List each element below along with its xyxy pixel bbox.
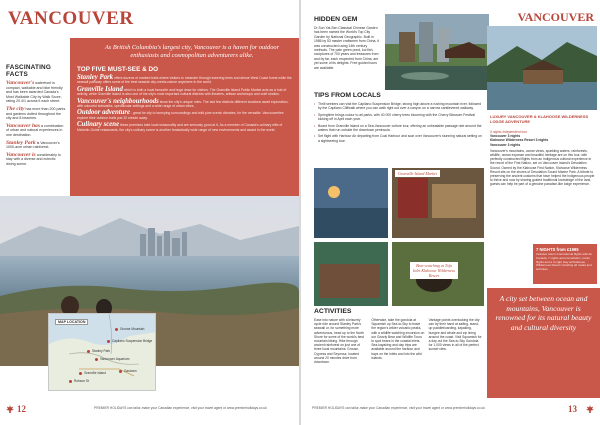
intro-text: As British Columbia's largest city, Vancouver is a haven for outdoor enthusiasts and cosmopolitan adventurers alike. bbox=[104, 44, 280, 59]
activities-columns bbox=[314, 318, 482, 364]
resort-illustration bbox=[487, 26, 597, 110]
resort-details: 9 nights independent tour Vancouver 3 nights Klahoose Wilderness Resort 3 nights Vancouver 3 nights Vancouver's mountains, ocean views, sparkling waters, rainforests, wildlife, ocean expanse and beautiful heritage are on this tour, with perfectly constructed flights from an Indigenous cultural experience in the resort of the First Nation, set on Vancouver Island's Desolation Sound. Owned by the Klahoose First Nation, Klahoose Wilderness Resort sits on the shores of Desolation Sound Marine Park. A tribute to preserving the ancient customs that have helped the Indigenous people to thrive and now by sharing guided traditional knowledge of the land, guests can help be part of a genuine paradise-like lodge experience. bbox=[490, 130, 595, 187]
must-see-item: Culinary scene these premises take local seasonality and are seriously good at it. As a member of Canada's culinary elite of Michelin-Guide restaurants, the city's culinary scene is another fantastically wide range of new environments and award in the world. bbox=[77, 121, 283, 132]
price-heading: 7 NIGHTS from £1995 bbox=[536, 247, 579, 252]
tips-from-locals bbox=[314, 92, 484, 145]
gem-heading: HIDDEN GEM bbox=[314, 16, 358, 23]
collage-illustration bbox=[314, 168, 484, 306]
map-marker bbox=[79, 372, 82, 375]
page-title: VANCOUVER bbox=[8, 8, 134, 29]
facts-heading: FASCINATING FACTS bbox=[6, 64, 52, 78]
gem-text: Dr Sun Yat-Sen Classical Chinese Garden has been named the World's Top City Garden by National Geographic. Built in 1986 by 53 master craftsmen from China, it was constructed using 14th century methods. The pale green pond, koi fish, sculptures of 700 years and treasures from and by far, each respected from China, are yet some of its delights. Free guided tours are available. bbox=[314, 26, 380, 70]
footer-text: PREMIER HOLIDAYS can tailor-make your Canadian experience, visit your travel agent or www.premierholidays.co.uk bbox=[94, 406, 267, 410]
fact-item: Vancouver has a combination of urban and natural experiences in one destination. bbox=[6, 122, 64, 137]
map-place: Robson St bbox=[74, 379, 89, 383]
left-page bbox=[0, 0, 299, 425]
page-number: 12 bbox=[17, 404, 26, 414]
activities-heading: ACTIVITIES bbox=[314, 308, 352, 315]
fact-item: Vancouver is considerably to stay with a diverse and eclectic dining scene. bbox=[6, 151, 61, 166]
map-place: Grouse Mountain bbox=[120, 327, 145, 331]
tip-item: • Thrill seekers can visit the Capilano Suspension Bridge, strong high above a rushing mountain river, followed by the Capilano Cliffwalk where you can walk right out over a canyon on a narrow cantilevered walkway. bbox=[314, 102, 484, 111]
map-place: Gastown bbox=[124, 369, 137, 373]
map-marker bbox=[115, 328, 118, 331]
map-marker bbox=[87, 350, 90, 353]
map-place: Granville Island bbox=[84, 371, 106, 375]
maple-leaf-icon bbox=[6, 405, 14, 413]
corner-title: VANCOUVER bbox=[517, 10, 594, 24]
bear-caption: Bear-watching at Tofu Inlet Klahoose Wilderness Resort bbox=[410, 262, 458, 279]
hidden-gem bbox=[314, 16, 382, 70]
resort-photo bbox=[487, 26, 597, 110]
fact-item: Stanley Park is Vancouver's 1000-acre urban rainforest. bbox=[6, 139, 60, 150]
price-text: Includes return international flights with Air Canada, 7 nights accommodation, return flights and a 3 night stay at Klahoose Wilderness Resort including all meals and activities. bbox=[536, 252, 593, 272]
fact-item: Vancouver's waterfront is compact, walkable and bike friendly and has been awarded Canada's Most Walkable City by Walk Score, rating 20.4/1 across it each street. bbox=[6, 80, 63, 104]
activities-column: Ease into nature with a leisurely cycle ride around Stanley Park's seawall or, for something more adventurous, head up to the North Shore for some of the world's best mountain biking. Hike through ancient rainforest on just one of three local mountains: Grouse, Cypress and Seymour, located around 20 minutes drive from downtown. bbox=[314, 318, 365, 365]
mid-photo-collage bbox=[314, 168, 452, 306]
fascinating-facts bbox=[6, 64, 66, 170]
must-see-item: Granville Island which is both a local favourite and huge draw for visitors. The Granville Island Public Market acts as a hub of activity, while Granville Island is also one of the city's most important cultural districts with theatres, artisan workshops and craft studios. bbox=[77, 85, 287, 97]
price-box bbox=[533, 244, 597, 284]
map-marker bbox=[95, 358, 98, 361]
map-marker bbox=[69, 380, 72, 383]
must-see-heading: TOP FIVE MUST-SEE & DO bbox=[77, 66, 159, 73]
tips-heading: TIPS FROM LOCALS bbox=[314, 92, 381, 99]
photo-tag: Granville Island Market bbox=[395, 170, 440, 177]
must-see-item: Stanley Park offers dozens of marked trails where visitors to meander through towering trees and dense West Coast forest while the seawall pathway offers some of the best seaside city-meets-nature anywhere in the world. bbox=[77, 74, 292, 85]
map-place: Vancouver Aquarium bbox=[100, 357, 130, 361]
must-see-item: Vancouver's neighbourhoods show the city's unique roles. The last few districts different locations await exploration, with colourful sidewalks, spectacular settings and a wide range of urban vibes. bbox=[77, 97, 289, 109]
location-map bbox=[48, 313, 156, 391]
resort-heading: LUXURY VANCOUVER & KLAHOOSE WILDERNESS LODGE ADVENTURE bbox=[490, 114, 589, 124]
tip-item: • Springtime brings colour to all parks, with 40 000 cherry trees blooming with the Cherry Blossom Festival kicking off in April each year. bbox=[314, 113, 484, 122]
map-place: Stanley Park bbox=[92, 349, 111, 353]
tip-item: • Board from Granville Island on a Sea-Vancouver culture tour, offering an unbeatable passage ride around the waters that run outside the downtown peninsula. bbox=[314, 124, 484, 133]
map-place: Capilano Suspension Bridge bbox=[112, 339, 153, 343]
map-label: MAP LOCATION bbox=[55, 319, 88, 325]
activities-column: Vantage points overlooking the city can try their hand at sailing, stand-up paddleboarding, kayaking, bungee and whale and zip lining around the coast. Visit Squamish for a day out the Sea-to-Sky Gondola for 1,000 views in all of the perfect sunset view. bbox=[428, 318, 482, 352]
maple-leaf-icon bbox=[586, 405, 594, 413]
must-see-item: Outdoor adventure - great for city to bunnying surroundings and wild pine scenic climates, for the versatile. Vancouverites explore their outdoor trails just 20 minute away. bbox=[77, 109, 284, 120]
map-marker bbox=[107, 340, 110, 343]
fact-item: The city has more than 200 parks and gardens dotted throughout the city and 8 beaches. bbox=[6, 105, 66, 121]
map-marker bbox=[119, 370, 122, 373]
pull-quote: A city set between ocean and mountains, Vancouver is renowned for its natural beauty and cultural diversity bbox=[495, 294, 592, 332]
activities-column: Otherwise, take the gondola at Squamish up Sea-to-Sky to leave the region's wilder volcanic peaks, with a wildlife watching excursion on our Grizzly Bear and Wildlife Tours to spot bears in the coastal inlets. Sea-kayaking and day trips are available around the harbour and bays on the inlets and into the wild islands. bbox=[371, 318, 425, 360]
must-see-list bbox=[77, 76, 293, 135]
footer-text: PREMIER HOLIDAYS can tailor-make your Canadian experience, visit your travel agent or www.premierholidays.co.uk bbox=[312, 406, 485, 410]
tip-item: • Set flight with Harbour Air departing from Coal Harbour and soar over Vancouver's stunning natural setting on a sightseeing tour. bbox=[314, 134, 484, 143]
page-number: 13 bbox=[568, 404, 577, 414]
chinese-garden-photo bbox=[385, 14, 489, 90]
garden-illustration bbox=[385, 14, 489, 90]
